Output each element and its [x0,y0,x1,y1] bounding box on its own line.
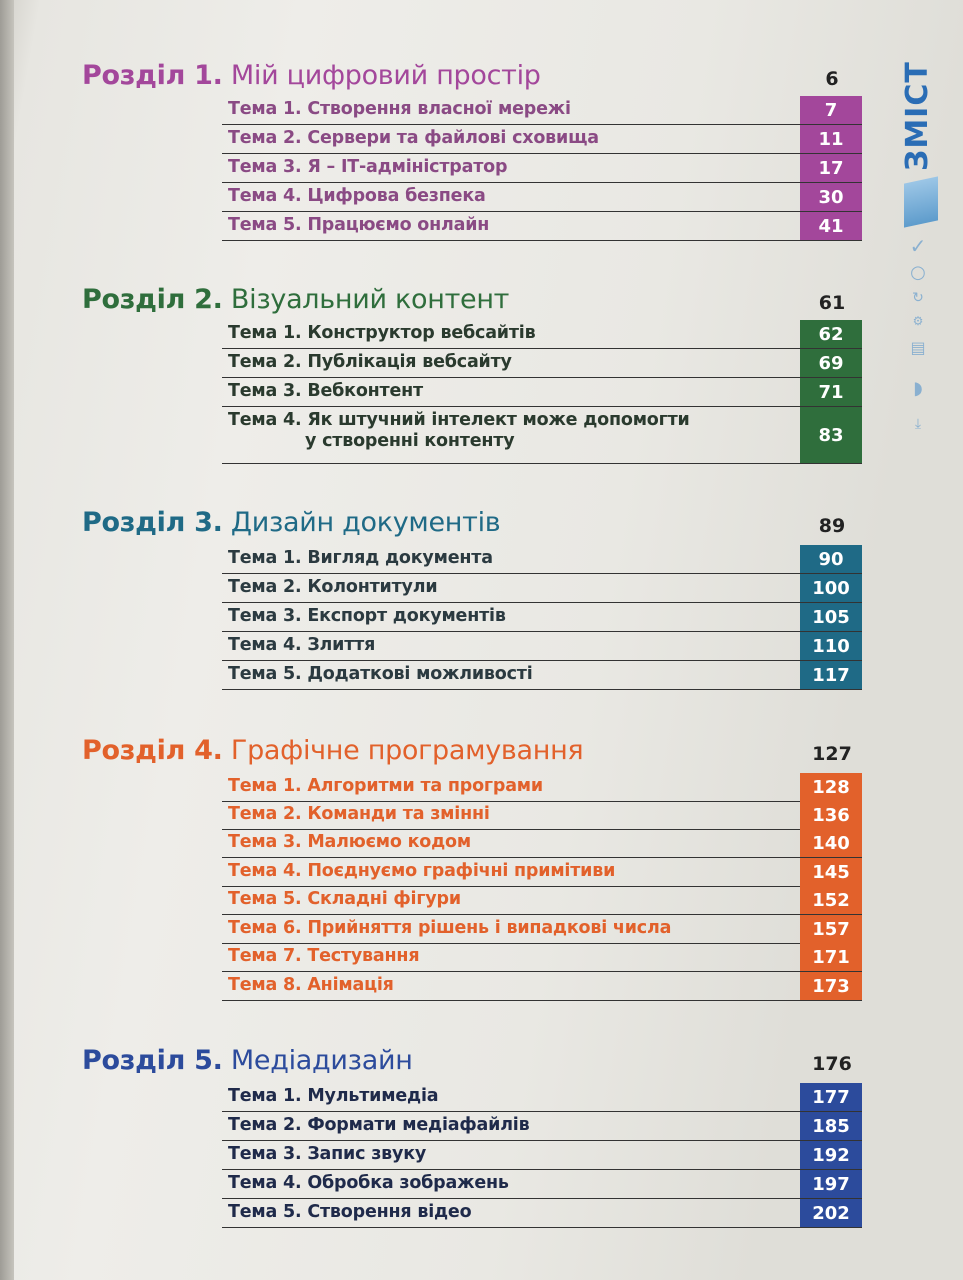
topic-label [228,410,690,451]
topic-page-badge: 152 [800,886,862,914]
topic-page-badge: 62 [800,320,862,348]
section-prefix: Розділ 5. [82,1045,223,1076]
section-prefix: Розділ 4. [82,735,223,766]
topic-label: Тема 3. Вебконтент [228,381,423,401]
bubble-icon: ○ [910,262,926,283]
topic-row[interactable] [222,1170,862,1199]
topic-label: Тема 1. Вигляд документа [228,548,493,568]
topic-page-badge: 110 [800,632,862,660]
topic-label: Тема 2. Команди та змінні [228,804,490,824]
topic-page-badge: 105 [800,603,862,631]
topic-row[interactable] [222,829,862,858]
topic-page-badge: 202 [800,1199,862,1227]
topic-label: Тема 3. Я – ІТ-адміністратор [228,157,508,177]
section-prefix: Розділ 3. [82,507,223,538]
topic-row[interactable] [222,407,862,464]
section-title [82,735,583,766]
topic-page-badge: 90 [800,545,862,573]
topic-page-badge: 11 [800,125,862,153]
section-prefix: Розділ 2. [82,284,223,315]
topic-page-badge: 30 [800,183,862,211]
topic-label: Тема 2. Сервери та файлові сховища [228,128,599,148]
section-heading [82,60,862,100]
gear-icon: ⚙ [912,314,924,328]
topic-page-badge: 145 [800,858,862,886]
topic-label: Тема 1. Мультимедіа [228,1086,439,1106]
download-icon: ⤓ [914,416,922,432]
topic-label: Тема 2. Публікація вебсайту [228,352,512,372]
topic-page-badge: 197 [800,1170,862,1198]
topic-row[interactable] [222,125,862,154]
topic-row[interactable] [222,1199,862,1228]
topic-row[interactable] [222,603,862,632]
topic-label: Тема 8. Анімація [228,975,394,995]
document-icon: ▤ [910,338,926,357]
topic-label: Тема 1. Конструктор вебсайтів [228,323,536,343]
topic-row[interactable] [222,915,862,944]
section-page: 176 [812,1053,852,1075]
topic-label-line1: Тема 4. Як штучний інтелект може допомогти [228,410,690,430]
topic-label: Тема 5. Складні фігури [228,889,461,909]
topic-page-badge: 173 [800,972,862,1000]
topic-label: Тема 5. Працюємо онлайн [228,215,490,235]
topic-row[interactable] [222,1141,862,1170]
topic-row[interactable] [222,320,862,349]
topic-row[interactable] [222,183,862,212]
section-name: Медіадизайн [230,1045,413,1076]
topic-label: Тема 3. Малюємо кодом [228,832,471,852]
topic-page-badge: 100 [800,574,862,602]
topic-page-badge: 185 [800,1112,862,1140]
topic-row[interactable] [222,1083,862,1112]
topic-page-badge: 192 [800,1141,862,1169]
section-prefix: Розділ 1. [82,60,223,91]
topic-row[interactable] [222,154,862,183]
section-title [82,60,541,91]
topic-label: Тема 2. Формати медіафайлів [228,1115,530,1135]
topic-page-badge: 128 [800,773,862,801]
topic-label: Тема 1. Створення власної мережі [228,99,571,119]
topic-label: Тема 4. Поєднуємо графічні примітиви [228,861,616,881]
topic-page-badge: 7 [800,96,862,124]
topic-row[interactable] [222,632,862,661]
topic-label: Тема 4. Цифрова безпека [228,186,486,206]
topic-label: Тема 4. Обробка зображень [228,1173,509,1193]
topic-row[interactable] [222,96,862,125]
refresh-icon: ↻ [912,290,924,306]
topic-label: Тема 5. Створення відео [228,1202,472,1222]
section-name: Мій цифровий простір [230,60,541,91]
wifi-icon: ◗ [913,378,923,399]
topic-label-line2: у створенні контенту [305,431,515,451]
topic-row[interactable] [222,378,862,407]
topic-page-badge: 136 [800,801,862,829]
topic-row[interactable] [222,972,862,1001]
topic-page-badge: 83 [800,407,862,463]
topic-label: Тема 5. Додаткові можливості [228,664,533,684]
topic-page-badge: 41 [800,212,862,240]
check-icon: ✓ [909,234,927,258]
topic-row[interactable] [222,574,862,603]
book-spine-shadow [0,0,14,1280]
section-title [82,507,500,538]
topic-label: Тема 2. Колонтитули [228,577,438,597]
topic-page-badge: 140 [800,829,862,857]
section-page: 127 [812,743,852,765]
topic-row[interactable] [222,773,862,802]
section-name: Візуальний контент [230,284,510,315]
topic-row[interactable] [222,858,862,887]
section-title [82,284,509,315]
section-heading [82,735,862,775]
topic-page-badge: 117 [800,661,862,689]
topic-label: Тема 1. Алгоритми та програми [228,776,543,796]
topic-label: Тема 3. Експорт документів [228,606,506,626]
section-page: 89 [818,515,846,537]
topic-page-badge: 17 [800,154,862,182]
topic-page-badge: 171 [800,943,862,971]
topic-page-badge: 157 [800,915,862,943]
topic-row[interactable] [222,349,862,378]
section-page: 6 [825,68,839,90]
topic-label: Тема 6. Прийняття рішень і випадкові числа [228,918,672,938]
side-tab-label: ЗМІСТ [900,61,935,171]
topic-row[interactable] [222,545,862,574]
topic-row[interactable] [222,212,862,241]
topic-row[interactable] [222,661,862,690]
section-heading [82,507,862,547]
section-name: Графічне програмування [230,735,584,766]
topic-row[interactable] [222,1112,862,1141]
topic-row[interactable] [222,801,862,830]
side-decor-icons [902,182,934,442]
section-heading [82,1045,862,1085]
topic-row[interactable] [222,943,862,972]
topic-label: Тема 4. Злиття [228,635,376,655]
topic-label: Тема 3. Запис звуку [228,1144,427,1164]
section-heading [82,284,862,324]
section-title [82,1045,413,1076]
section-page: 61 [818,292,846,314]
topic-page-badge: 69 [800,349,862,377]
topic-page-badge: 71 [800,378,862,406]
topic-label: Тема 7. Тестування [228,946,420,966]
topic-row[interactable] [222,886,862,915]
section-name: Дизайн документів [230,507,501,538]
topic-page-badge: 177 [800,1083,862,1111]
